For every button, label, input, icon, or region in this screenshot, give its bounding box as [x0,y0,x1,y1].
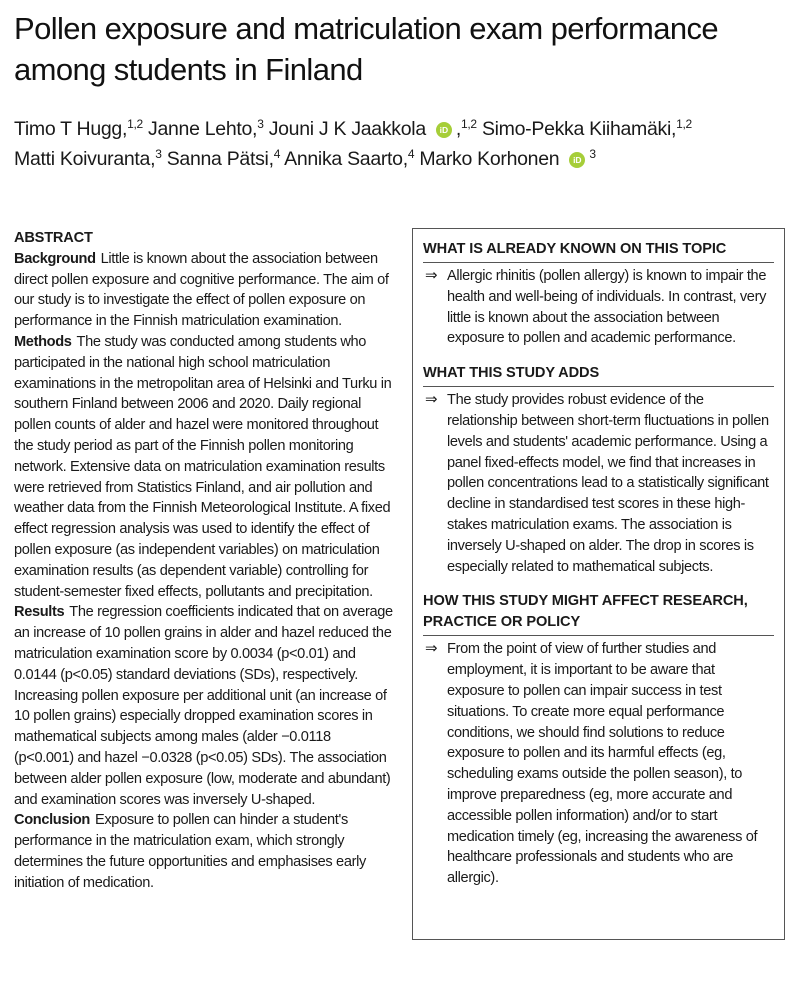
section-text: Exposure to pollen can hinder a student's performance in the matriculation exam, which strongly determines the future opportunities and emphasises early initiation of medication. [14,812,366,891]
author-affiliation: 3 [257,117,264,131]
author-name: Jouni J K Jaakkola [268,118,426,140]
author-name: Timo T Hugg, [14,118,128,140]
box-bullet-item [423,266,774,349]
double-arrow-icon: ⇒ [425,391,438,409]
orcid-icon[interactable]: iD [569,152,585,168]
section-label: Methods [14,333,72,350]
abstract-section-results [14,602,394,810]
box-bullet-item [423,390,774,577]
author-separator: , [455,118,462,140]
double-arrow-icon: ⇒ [425,640,438,658]
author-affiliation: 4 [407,147,415,161]
author-affiliation: 1,2 [676,117,692,131]
box-bullet-text: From the point of view of further studies and employment, it is important to be aware that exposure to pollen can impair success in test situations. To create more equal performance conditions, we should find solutions to reduce exposure to pollen and its harmful effects (eg, scheduling exams outside the pollen season), to improve preparedness (eg, more accurate and accessible pollen information) and/or to start medication timely (eg, increasing the awareness of healthcare professionals and students who are allergic). [447,641,758,887]
author-affiliation: 4 [273,147,281,161]
abstract-heading: ABSTRACT [14,230,93,246]
section-label: Background [14,250,96,267]
abstract [14,228,394,894]
author-name: Marko Korhonen [419,148,560,170]
author-affiliation: 3 [589,147,596,161]
box-section-title: WHAT IS ALREADY KNOWN ON THIS TOPIC [423,239,774,263]
section-text: The regression coefficients indicated that on average an increase of 10 pollen grains in alder and hazel reduced the matriculation examination score by 0.0034 (p<0.01) and 0.0144 (p<0.05) standard deviations (SDs), respectively. Increasing pollen exposure per additional unit (an increase of 10 pollen grains) especially dropped examination scores in mathematical subjects among males (alder −0.0118 (p<0.001) and hazel −0.0328 (p<0.05) SDs). The association between alder pollen exposure (low, moderate and abundant) and examination scores was inversely U-shaped. [14,604,393,808]
box-bullet-text: The study provides robust evidence of the relationship between short-term fluctuations in pollen levels and students' academic performance. Using a panel fixed-effects model, we find that increases in pollen concentrations lead to a statistically significant decline in standardised test scores in these high-stakes matriculation exams. The association is inversely U-shaped on alder. The drop in scores is especially related to mathematical subjects. [447,392,769,575]
known-topic-section [423,239,774,349]
section-text: The study was conducted among students who participated in the national high school matriculation examinations in the metropolitan area of Helsinki and Turku in southern Finland between 2006 and 2020. Daily regional pollen counts of alder and hazel were monitored throughout the study period as part of the Finnish pollen monitoring network. Extensive data on matriculation examination results were retrieved from Statistics Finland, and air pollution and weather data from the Finnish Meteorological Institute. A fixed effect regression analysis was used to identify the effect of pollen exposure (as independent variables) on matriculation examination results (as dependent variable) controlling for student-semester fixed effects, pollutants and precipitation. [14,333,392,600]
author-affiliation: 3 [155,147,162,161]
author-list [14,114,794,174]
box-section-title: WHAT THIS STUDY ADDS [423,363,774,387]
study-adds-section [423,363,774,577]
orcid-icon[interactable]: iD [436,122,452,138]
section-label: Results [14,604,65,621]
key-messages-box [412,228,785,940]
section-text: Little is known about the association between direct pollen exposure and cognitive performance. The aim of our study is to investigate the effect of pollen exposure on performance in the Finnish matriculation examination. [14,250,389,330]
affect-research-section [423,591,774,889]
section-label: Conclusion [14,812,90,829]
author-name: Matti Koivuranta, [14,148,156,170]
author-name: Janne Lehto, [148,118,258,140]
abstract-section-conclusion [14,810,394,893]
author-affiliation: 1,2 [127,117,143,131]
paper-title: Pollen exposure and matriculation exam performance among students in Finland [14,11,719,87]
author-name: Simo-Pekka Kiihamäki, [481,118,677,140]
box-section-title: HOW THIS STUDY MIGHT AFFECT RESEARCH, PRACTICE OR POLICY [423,591,774,636]
box-bullet-text: Allergic rhinitis (pollen allergy) is known to impair the health and well-being of individuals. In contrast, very little is known about the association between exposure to pollen and academic performance. [447,268,767,347]
abstract-section-methods [14,332,394,602]
double-arrow-icon: ⇒ [425,267,438,284]
author-name: Sanna Pätsi, [166,148,274,170]
abstract-section-background [14,249,394,332]
author-name: Annika Saarto, [284,148,408,170]
box-bullet-item [423,639,774,889]
author-affiliation: 1,2 [461,117,477,131]
